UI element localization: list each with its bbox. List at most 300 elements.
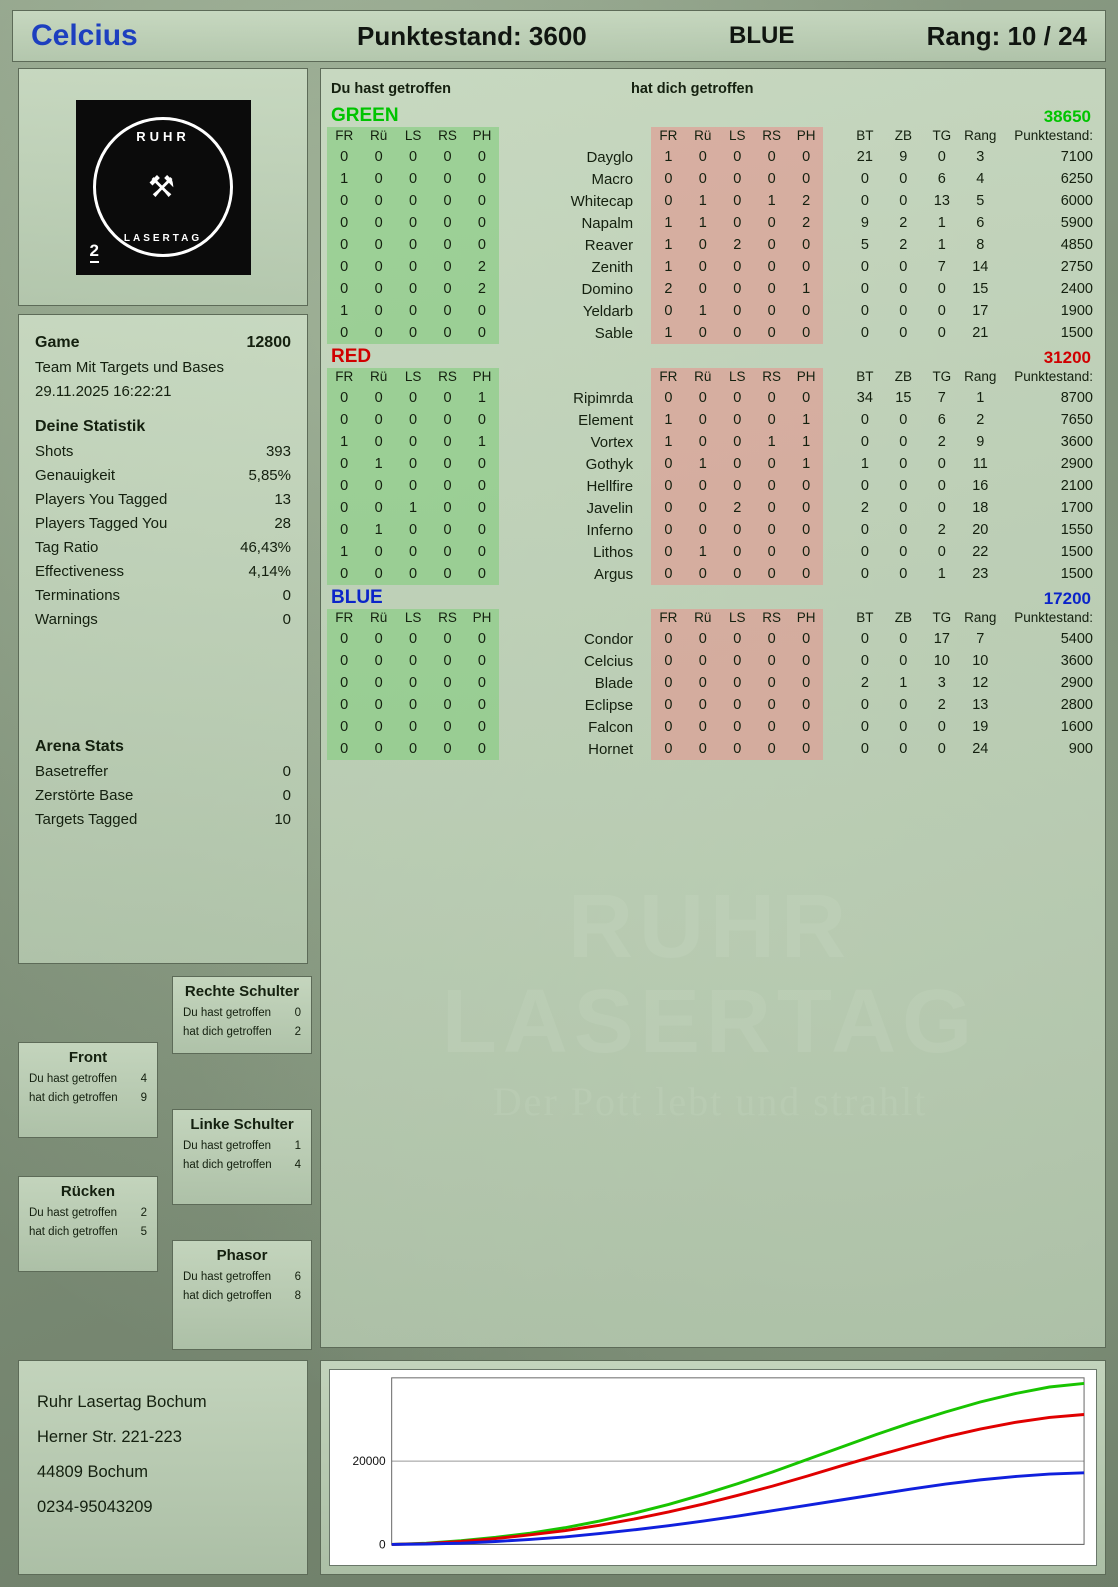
cell-left: 0 — [396, 738, 430, 760]
table-row — [327, 628, 1099, 650]
col-head-right: RS — [754, 609, 788, 628]
cell-left: 0 — [361, 256, 395, 278]
cell-left: 1 — [396, 497, 430, 519]
cell-right: 1 — [686, 190, 720, 212]
team-name: GREEN — [331, 105, 399, 126]
cell-bt: 1 — [860, 456, 869, 472]
cell-left: 0 — [361, 387, 395, 409]
cell-right: 1 — [651, 431, 685, 453]
table-row — [327, 256, 1099, 278]
cell-left: 0 — [430, 300, 464, 322]
cell-right: 0 — [720, 256, 754, 278]
col-head-right: PH — [789, 368, 823, 387]
cell-score: 8700 — [1060, 390, 1093, 406]
cell-left: 0 — [396, 212, 430, 234]
cell-tg: 0 — [937, 719, 946, 735]
cell-left: 0 — [430, 409, 464, 431]
cell-left: 0 — [327, 190, 361, 212]
cell-player-name: Inferno — [586, 521, 634, 539]
team-name: RED — [331, 346, 372, 367]
cell-right: 0 — [754, 738, 788, 760]
cell-left: 1 — [465, 387, 499, 409]
table-row — [327, 431, 1099, 453]
cell-right: 2 — [789, 212, 823, 234]
cell-right: 1 — [651, 146, 685, 168]
cell-tg: 0 — [937, 456, 946, 472]
cell-spacer — [823, 541, 845, 563]
cell-right: 0 — [754, 212, 788, 234]
cell-right: 0 — [720, 628, 754, 650]
club-logo — [76, 100, 251, 275]
stat-label: Effectiveness — [35, 563, 124, 580]
stat-label: Players You Tagged — [35, 491, 168, 508]
cell-left: 0 — [430, 519, 464, 541]
cell-right: 0 — [789, 322, 823, 344]
cell-spacer — [823, 190, 845, 212]
svg-text:20000: 20000 — [352, 1454, 386, 1469]
cell-rank: 22 — [972, 544, 989, 560]
cell-left: 0 — [430, 650, 464, 672]
cell-right: 0 — [686, 256, 720, 278]
col-head-right: LS — [720, 368, 754, 387]
stat-value: 13 — [274, 491, 291, 508]
cell-left: 0 — [396, 453, 430, 475]
cell-zb: 2 — [899, 215, 908, 231]
cell-left: 0 — [327, 475, 361, 497]
col-head-right: PH — [789, 609, 823, 628]
hitbox-title: Rücken — [60, 1183, 116, 1200]
cell-right: 0 — [754, 694, 788, 716]
team-header — [327, 585, 1099, 609]
col-head-right: Rü — [686, 609, 720, 628]
cell-player-name: Yeldarb — [582, 302, 634, 320]
cell-left: 0 — [327, 234, 361, 256]
cell-zb: 0 — [899, 281, 908, 297]
cell-right: 0 — [720, 563, 754, 585]
cell-left: 0 — [465, 409, 499, 431]
cell-left: 0 — [327, 278, 361, 300]
cell-rank: 23 — [972, 566, 989, 582]
cell-right: 0 — [686, 628, 720, 650]
arena-label: Basetreffer — [35, 763, 109, 780]
table-row — [327, 672, 1099, 694]
arena-row — [35, 811, 291, 828]
cell-left: 0 — [396, 650, 430, 672]
cell-right: 0 — [686, 278, 720, 300]
cell-left: 1 — [327, 431, 361, 453]
cell-player-name: Argus — [593, 565, 634, 583]
cell-score: 2800 — [1060, 697, 1093, 713]
cell-right: 0 — [686, 234, 720, 256]
game-score: 12800 — [246, 334, 291, 351]
col-head-extra: Rang — [964, 610, 997, 625]
logo-bottom-text: LASERTAG — [123, 233, 203, 244]
cell-player-name: Gothyk — [585, 455, 634, 473]
cell-zb: 0 — [899, 412, 908, 428]
cell-left: 0 — [465, 563, 499, 585]
cell-right: 2 — [720, 497, 754, 519]
stat-label: Tag Ratio — [35, 539, 99, 556]
cell-spacer — [823, 563, 845, 585]
cell-spacer — [823, 409, 845, 431]
cell-right: 0 — [789, 497, 823, 519]
cell-spacer — [823, 716, 845, 738]
cell-right: 0 — [651, 672, 685, 694]
cell-left: 0 — [327, 628, 361, 650]
cell-score: 900 — [1068, 741, 1093, 757]
cell-right: 0 — [789, 716, 823, 738]
hitbox-title: Phasor — [216, 1247, 268, 1264]
cell-rank: 17 — [972, 303, 989, 319]
cell-right: 1 — [789, 453, 823, 475]
col-head-left: Rü — [361, 368, 395, 387]
stat-row — [35, 563, 291, 580]
cell-right: 0 — [754, 168, 788, 190]
cell-right: 0 — [651, 453, 685, 475]
cell-left: 0 — [396, 387, 430, 409]
col-head-left: FR — [327, 609, 361, 628]
table-row — [327, 168, 1099, 190]
cell-score: 1600 — [1060, 719, 1093, 735]
cell-tg: 2 — [937, 434, 946, 450]
stat-value: 46,43% — [240, 539, 291, 556]
cell-left: 0 — [465, 234, 499, 256]
cell-right: 1 — [754, 431, 788, 453]
cell-rank: 19 — [972, 719, 989, 735]
col-head-extra: TG — [932, 128, 952, 143]
stat-row — [35, 611, 291, 628]
cell-rank: 5 — [976, 193, 985, 209]
cell-bt: 0 — [860, 434, 869, 450]
cell-left: 0 — [327, 694, 361, 716]
cell-tg: 2 — [937, 522, 946, 538]
cell-right: 0 — [720, 716, 754, 738]
cell-left: 0 — [327, 322, 361, 344]
cell-right: 0 — [789, 256, 823, 278]
cell-right: 1 — [686, 541, 720, 563]
cell-spacer — [823, 431, 845, 453]
cell-left: 0 — [361, 497, 395, 519]
table-row — [327, 322, 1099, 344]
cell-spacer — [823, 212, 845, 234]
cell-player-name: Eclipse — [584, 696, 634, 714]
cell-score: 2900 — [1060, 675, 1093, 691]
cell-right: 1 — [686, 453, 720, 475]
cell-left: 0 — [430, 168, 464, 190]
cell-score: 6250 — [1060, 171, 1093, 187]
stat-row — [35, 539, 291, 556]
hammers-icon: ⚒ — [148, 170, 178, 204]
cell-left: 0 — [327, 519, 361, 541]
hitbox-hit-row — [183, 1007, 301, 1019]
cell-rank: 12 — [972, 675, 989, 691]
teams-host — [327, 103, 1099, 760]
cell-tg: 0 — [937, 544, 946, 560]
cell-left: 0 — [361, 563, 395, 585]
cell-left: 0 — [327, 212, 361, 234]
cell-right: 0 — [754, 146, 788, 168]
cell-tg: 1 — [937, 237, 946, 253]
cell-zb: 2 — [899, 237, 908, 253]
cell-left: 0 — [396, 409, 430, 431]
cell-right: 0 — [754, 453, 788, 475]
table-row — [327, 146, 1099, 168]
hitbox-left-shoulder — [172, 1109, 312, 1205]
cell-rank: 21 — [972, 325, 989, 341]
table-row — [327, 190, 1099, 212]
cell-player-name: Lithos — [593, 543, 634, 561]
cell-right: 1 — [651, 322, 685, 344]
cell-right: 0 — [686, 694, 720, 716]
cell-left: 1 — [361, 453, 395, 475]
table-row — [327, 541, 1099, 563]
address-line: 44809 Bochum — [37, 1463, 148, 1481]
cell-tg: 0 — [937, 741, 946, 757]
cell-left: 0 — [465, 650, 499, 672]
team-score: 17200 — [1043, 589, 1091, 608]
col-head-right: RS — [754, 127, 788, 146]
cell-bt: 34 — [856, 390, 873, 406]
cell-zb: 0 — [899, 259, 908, 275]
personal-stats-title: Deine Statistik — [35, 418, 146, 435]
stat-value: 0 — [282, 587, 291, 604]
team-table — [327, 609, 1099, 760]
col-head-extra: ZB — [894, 610, 912, 625]
cell-right: 1 — [789, 409, 823, 431]
cell-left: 0 — [465, 672, 499, 694]
cell-right: 0 — [686, 672, 720, 694]
cell-left: 0 — [396, 190, 430, 212]
col-head-extra: ZB — [894, 128, 912, 143]
cell-right: 0 — [754, 234, 788, 256]
cell-left: 0 — [396, 563, 430, 585]
hitbox-hit-row — [183, 1271, 301, 1283]
stat-label: Terminations — [35, 587, 121, 604]
col-head-left: RS — [430, 127, 464, 146]
cell-right: 0 — [754, 519, 788, 541]
col-spacer — [823, 609, 845, 628]
score-chart-svg — [330, 1370, 1096, 1565]
cell-spacer — [823, 322, 845, 344]
cell-tg: 1 — [937, 215, 946, 231]
cell-right: 0 — [720, 519, 754, 541]
hitbox-hit-label: Du hast getroffen — [183, 1007, 272, 1019]
cell-spacer — [823, 628, 845, 650]
cell-left: 0 — [396, 278, 430, 300]
cell-right: 0 — [754, 541, 788, 563]
cell-tg: 0 — [937, 303, 946, 319]
cell-player-name: Zenith — [591, 258, 634, 276]
hitbox-hit-row — [29, 1207, 147, 1219]
cell-right: 0 — [651, 628, 685, 650]
cell-left: 0 — [465, 497, 499, 519]
stat-value: 0 — [282, 611, 291, 628]
cell-left: 0 — [327, 409, 361, 431]
cell-left: 0 — [327, 716, 361, 738]
stat-row — [35, 587, 291, 604]
cell-left: 0 — [430, 278, 464, 300]
hitbox-hit-value: 0 — [294, 1007, 301, 1019]
cell-right: 0 — [789, 300, 823, 322]
cell-right: 0 — [651, 497, 685, 519]
cell-right: 0 — [789, 541, 823, 563]
cell-left: 0 — [361, 300, 395, 322]
stat-value: 5,85% — [248, 467, 291, 484]
hitbox-got-row — [183, 1290, 301, 1302]
cell-bt: 0 — [860, 741, 869, 757]
cell-left: 0 — [465, 322, 499, 344]
cell-zb: 0 — [899, 653, 908, 669]
game-datetime: 29.11.2025 16:22:21 — [35, 383, 172, 400]
table-row — [327, 409, 1099, 431]
cell-left: 0 — [327, 650, 361, 672]
cell-right: 0 — [651, 563, 685, 585]
cell-bt: 0 — [860, 522, 869, 538]
cell-zb: 0 — [899, 478, 908, 494]
personal-stats-list — [35, 443, 291, 628]
cell-bt: 0 — [860, 631, 869, 647]
cell-left: 0 — [465, 146, 499, 168]
cell-left: 0 — [430, 453, 464, 475]
col-head-right: LS — [720, 609, 754, 628]
cell-spacer — [823, 168, 845, 190]
cell-left: 0 — [396, 475, 430, 497]
cell-left: 0 — [430, 322, 464, 344]
logo-top-text: RUHR — [136, 129, 190, 144]
cell-left: 2 — [465, 278, 499, 300]
hitbox-hit-value: 4 — [140, 1073, 147, 1085]
cell-left: 0 — [430, 234, 464, 256]
cell-rank: 1 — [976, 390, 985, 406]
cell-left: 0 — [430, 190, 464, 212]
cell-player-name: Napalm — [581, 214, 634, 232]
cell-left: 0 — [465, 541, 499, 563]
cell-left: 0 — [465, 168, 499, 190]
col-head-left: LS — [396, 609, 430, 628]
cell-rank: 14 — [972, 259, 989, 275]
arena-label: Targets Tagged — [35, 811, 138, 828]
cell-score: 1550 — [1060, 522, 1093, 538]
scoreboard-column-headers — [327, 77, 1099, 103]
cell-zb: 0 — [899, 631, 908, 647]
cell-right: 0 — [789, 146, 823, 168]
cell-rank: 9 — [976, 434, 985, 450]
cell-tg: 7 — [937, 390, 946, 406]
hitbox-got-label: hat dich getroffen — [183, 1290, 272, 1302]
cell-bt: 2 — [860, 675, 869, 691]
cell-left: 0 — [361, 541, 395, 563]
col-head-right: FR — [651, 368, 685, 387]
col-head-left: LS — [396, 127, 430, 146]
cell-left: 1 — [327, 168, 361, 190]
table-row — [327, 278, 1099, 300]
cell-player-name: Ripimrda — [573, 389, 634, 407]
hitbox-phasor — [172, 1240, 312, 1350]
cell-player-name: Dayglo — [586, 148, 634, 166]
cell-player-name: Falcon — [588, 718, 634, 736]
cell-spacer — [823, 256, 845, 278]
hitbox-hit-value: 6 — [294, 1271, 301, 1283]
cell-bt: 0 — [860, 719, 869, 735]
cell-left: 0 — [465, 212, 499, 234]
logo-badge-number: 2 — [90, 241, 99, 263]
score-label: Punktestand: 3600 — [357, 20, 587, 51]
cell-right: 0 — [789, 563, 823, 585]
game-row — [35, 334, 291, 352]
cell-left: 0 — [430, 475, 464, 497]
hitbox-hit-value: 1 — [294, 1140, 301, 1152]
cell-rank: 3 — [976, 149, 985, 165]
cell-zb: 0 — [899, 741, 908, 757]
cell-right: 1 — [686, 212, 720, 234]
cell-left: 1 — [327, 541, 361, 563]
cell-right: 0 — [789, 387, 823, 409]
cell-tg: 17 — [933, 631, 950, 647]
cell-left: 0 — [430, 716, 464, 738]
arena-row — [35, 763, 291, 780]
cell-right: 0 — [789, 628, 823, 650]
cell-left: 0 — [465, 694, 499, 716]
cell-left: 0 — [430, 497, 464, 519]
cell-spacer — [823, 738, 845, 760]
cell-right: 2 — [789, 190, 823, 212]
team-score: 31200 — [1043, 348, 1091, 367]
cell-left: 0 — [465, 519, 499, 541]
cell-tg: 0 — [937, 478, 946, 494]
cell-right: 1 — [651, 212, 685, 234]
cell-right: 0 — [754, 650, 788, 672]
cell-right: 0 — [651, 190, 685, 212]
hitbox-got-row — [183, 1026, 301, 1038]
table-row — [327, 475, 1099, 497]
game-label: Game — [35, 334, 80, 351]
cell-right: 0 — [789, 475, 823, 497]
team-table — [327, 127, 1099, 344]
cell-left: 0 — [465, 628, 499, 650]
hitbox-got-value: 4 — [294, 1159, 301, 1171]
cell-rank: 7 — [976, 631, 985, 647]
cell-tg: 6 — [937, 171, 946, 187]
cell-right: 0 — [789, 694, 823, 716]
col-head-extra: BT — [856, 610, 874, 625]
cell-left: 0 — [361, 212, 395, 234]
col-head-right: RS — [754, 368, 788, 387]
cell-right: 1 — [651, 234, 685, 256]
stat-row — [35, 443, 291, 460]
cell-right: 2 — [651, 278, 685, 300]
cell-left: 0 — [465, 453, 499, 475]
col-head-left: FR — [327, 127, 361, 146]
scoreboard-panel — [320, 68, 1106, 1348]
cell-right: 0 — [686, 650, 720, 672]
cell-bt: 9 — [860, 215, 869, 231]
cell-left: 0 — [361, 475, 395, 497]
cell-player-name: Vortex — [590, 433, 634, 451]
cell-right: 0 — [789, 168, 823, 190]
stat-label: Genauigkeit — [35, 467, 116, 484]
cell-left: 0 — [327, 672, 361, 694]
cell-left: 0 — [361, 190, 395, 212]
cell-left: 0 — [396, 146, 430, 168]
col-head-name — [499, 127, 651, 146]
cell-score: 1900 — [1060, 303, 1093, 319]
cell-right: 0 — [789, 234, 823, 256]
cell-bt: 0 — [860, 259, 869, 275]
cell-left: 0 — [361, 278, 395, 300]
cell-right: 0 — [720, 431, 754, 453]
col-head-extra: BT — [856, 369, 874, 384]
cell-left: 1 — [361, 519, 395, 541]
